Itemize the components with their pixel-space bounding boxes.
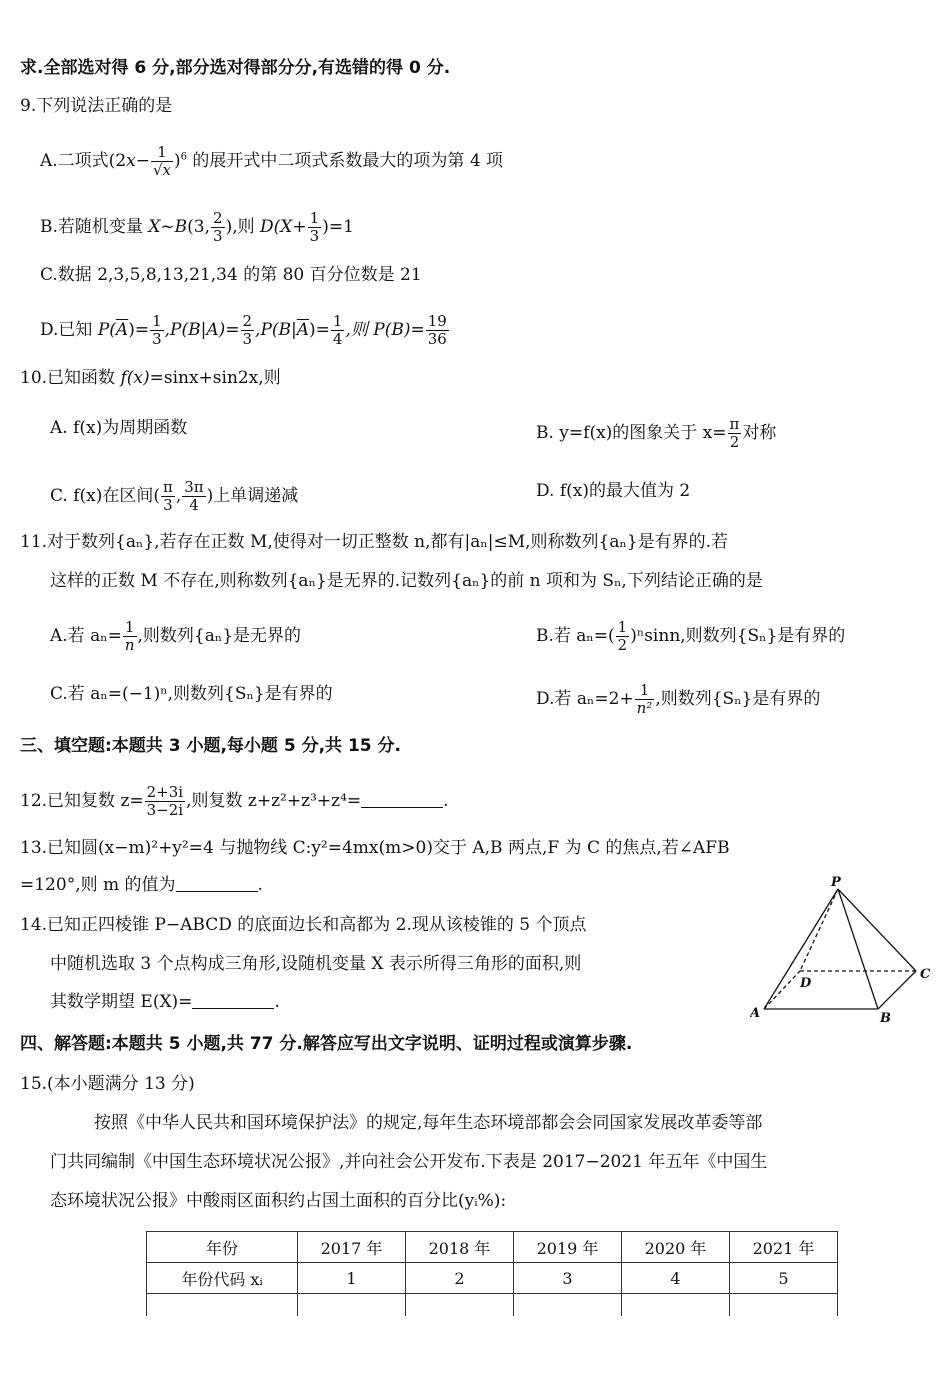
edge-pd bbox=[800, 889, 838, 971]
label-b: B bbox=[880, 1011, 891, 1025]
edge-bc bbox=[878, 971, 916, 1009]
q10-stem: 10.已知函数 f(x)=sinx+sin2x,则 bbox=[20, 368, 281, 388]
pyramid-figure bbox=[750, 875, 940, 1025]
section-3-heading: 三、填空题:本题共 3 小题,每小题 5 分,共 15 分. bbox=[20, 736, 401, 756]
q14-answer-blank[interactable] bbox=[192, 990, 274, 1009]
q11-option-d: D.若 aₙ=2+ $\frac{1}{\text{n²}}$ ,则数列{Sₙ}是有界的 bbox=[536, 681, 821, 717]
table-cell: 年份代码 xᵢ bbox=[147, 1263, 298, 1294]
table-cell: 2019 年 bbox=[514, 1232, 622, 1263]
edge-ad bbox=[764, 971, 800, 1009]
table-cell bbox=[298, 1294, 406, 1316]
q10-option-d: D. f(x)的最大值为 2 bbox=[536, 481, 691, 501]
label-p: P bbox=[831, 875, 841, 890]
q14-line-1: 14.已知正四棱锥 P−ABCD 的底面边长和高都为 2.现从该棱锥的 5 个顶点 bbox=[20, 915, 587, 935]
q13-line-2: =120°,则 m 的值为 . bbox=[20, 875, 263, 895]
table-cell: 5 bbox=[730, 1263, 838, 1294]
table-row bbox=[147, 1263, 838, 1294]
label-a: A bbox=[750, 1006, 761, 1021]
q15-line-2: 门共同编制《中国生态环境状况公报》,并向社会公开发布.下表是 2017−2021 年五年《中国生 bbox=[50, 1152, 768, 1172]
acid-rain-table bbox=[146, 1231, 838, 1316]
q14-line-2: 中随机选取 3 个点构成三角形,设随机变量 X 表示所得三角形的面积,则 bbox=[50, 954, 582, 974]
edge-pb bbox=[838, 889, 878, 1009]
section-4-heading: 四、解答题:本题共 5 小题,共 77 分.解答应写出文字说明、证明过程或演算步骤. bbox=[20, 1034, 633, 1054]
table-cell: 2 bbox=[406, 1263, 514, 1294]
q14-line-3: 其数学期望 E(X)= . bbox=[50, 992, 280, 1012]
table-row bbox=[147, 1232, 838, 1263]
q9-option-d: D.已知 $P(\overline{A})=$ $\frac{1}{3}$ ,P(B|A)= $\frac{2}{3}$ $,P(B|\overline{A})=$ $\frac{1}{4}$ ,则 P(B)= $\frac{19}{36}$ bbox=[40, 312, 447, 348]
edge-pc bbox=[838, 889, 916, 971]
table-cell: 2021 年 bbox=[730, 1232, 838, 1263]
table-cell bbox=[147, 1294, 298, 1316]
table-cell: 3 bbox=[514, 1263, 622, 1294]
q13-line-1: 13.已知圆(x−m)²+y²=4 与抛物线 C:y²=4mx(m>0)交于 A,B 两点,F 为 C 的焦点,若∠AFB bbox=[20, 838, 730, 858]
table-cell: 年份 bbox=[147, 1232, 298, 1263]
q10-option-c: C. f(x)在区间( $\frac{\pi}{3}$ , $\frac{3\pi}{4}$ )上单调递减 bbox=[50, 478, 299, 514]
table-cell: 2020 年 bbox=[622, 1232, 730, 1263]
q11-option-c: C.若 aₙ=(−1)ⁿ,则数列{Sₙ}是有界的 bbox=[50, 684, 333, 704]
q10-option-a: A. f(x)为周期函数 bbox=[50, 418, 188, 438]
table-cell: 2017 年 bbox=[298, 1232, 406, 1263]
table-cell bbox=[514, 1294, 622, 1316]
q10-option-b: B. y=f(x)的图象关于 x= $\frac{\pi}{2}$ 对称 bbox=[536, 415, 777, 451]
table-cell bbox=[730, 1294, 838, 1316]
q11-line-2: 这样的正数 M 不存在,则称数列{aₙ}是无界的.记数列{aₙ}的前 n 项和为 Sₙ,下列结论正确的是 bbox=[50, 571, 763, 591]
table-row bbox=[147, 1294, 838, 1316]
label-d: D bbox=[800, 976, 812, 991]
q9-option-c: C.数据 2,3,5,8,13,21,34 的第 80 百分位数是 21 bbox=[40, 265, 422, 285]
edge-pa bbox=[764, 889, 838, 1009]
label-c: C bbox=[920, 967, 931, 982]
q12-text: 12.已知复数 z= $\frac{2+3i}{3-2i}$ ,则复数 z+z²+z³+z⁴= . bbox=[20, 783, 449, 819]
q9-option-a: A.二项式(2x− $\frac{1}{√x}$ )$^6$ 的展开式中二项式系数最大的项为第 4 项 bbox=[40, 143, 504, 179]
q11-line-1: 11.对于数列{aₙ},若存在正数 M,使得对一切正整数 n,都有|aₙ|≤M,则称数列{aₙ}是有界的.若 bbox=[20, 532, 729, 552]
table-cell: 2018 年 bbox=[406, 1232, 514, 1263]
q13-answer-blank[interactable] bbox=[176, 873, 258, 892]
q11-option-b: B.若 aₙ=( $\frac{1}{2}$ )ⁿsinn,则数列{Sₙ}是有界的 bbox=[536, 618, 846, 654]
q9-option-b: B.若随机变量 X~B(3, $\frac{2}{3}$ ),则 D(X+ $\frac{1}{3}$ )=1 bbox=[40, 209, 354, 245]
table-cell bbox=[622, 1294, 730, 1316]
table-cell: 1 bbox=[298, 1263, 406, 1294]
q11-option-a: A.若 aₙ= $\frac{1}{n}$ ,则数列{aₙ}是无界的 bbox=[50, 618, 302, 654]
q9-stem: 9.下列说法正确的是 bbox=[20, 96, 173, 116]
table-cell bbox=[406, 1294, 514, 1316]
q12-answer-blank[interactable] bbox=[361, 789, 443, 808]
q9-a-fraction: $\frac{1}{√x}$ bbox=[152, 143, 172, 179]
q15-line-3: 态环境状况公报》中酸雨区面积约占国土面积的百分比(yᵢ%): bbox=[50, 1191, 507, 1211]
intro-text: 求.全部选对得 6 分,部分选对得部分分,有选错的得 0 分. bbox=[20, 58, 451, 78]
q15-title: 15.(本小题满分 13 分) bbox=[20, 1074, 195, 1094]
table-cell: 4 bbox=[622, 1263, 730, 1294]
q15-line-1: 按照《中华人民共和国环境保护法》的规定,每年生态环境部都会会同国家发展改革委等部 bbox=[94, 1113, 763, 1133]
